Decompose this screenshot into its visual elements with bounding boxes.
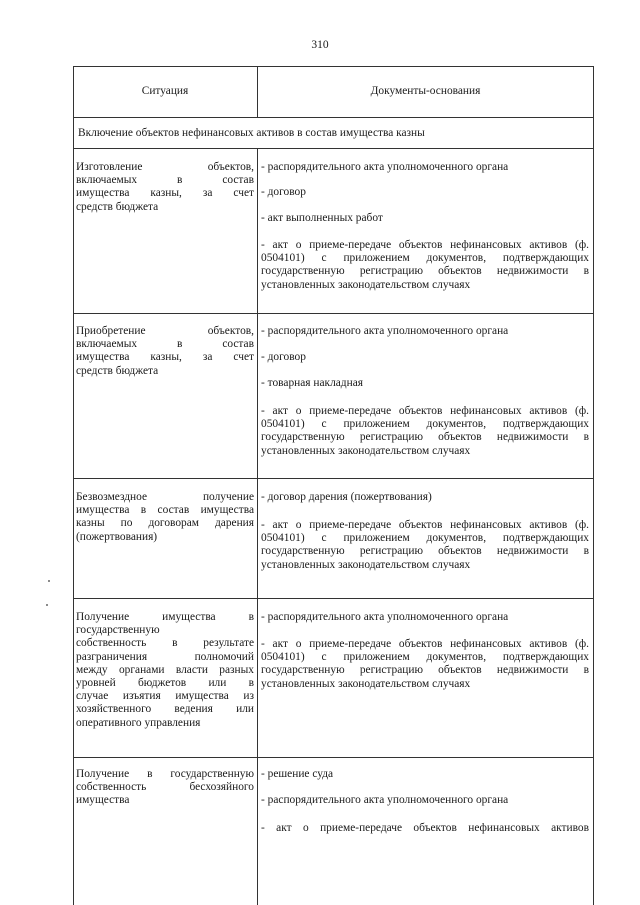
document-item: - распорядительного акта уполномоченного органа — [261, 611, 509, 623]
situation-text-line: между органами власти разных — [76, 663, 254, 676]
situation-cell — [76, 325, 254, 378]
situation-text-line: оперативного управления — [76, 716, 201, 729]
document-item: - акт о приеме-передаче объектов нефинансовых активов (ф. 0504101) с приложением документов, подтверждающих государственную регистрацию объектов недвижимости в установленных законодательством случаях — [261, 638, 589, 690]
document-item: - акт о приеме-передаче объектов нефинансовых активов (ф. 0504101) с приложением документов, подтверждающих государственную регистрацию объектов недвижимости в установленных законодательством случаях — [261, 519, 589, 571]
situation-text-line: хозяйственного ведения или — [76, 703, 254, 716]
situation-text-line: средств бюджета — [76, 200, 159, 213]
document-item: - акт выполненных работ — [261, 212, 383, 224]
situation-cell — [76, 161, 254, 214]
situation-text-line: государственную — [76, 624, 160, 637]
situations-table — [73, 66, 594, 905]
situation-text-line: Приобретение объектов, — [76, 325, 254, 337]
page-number: 310 — [311, 39, 329, 51]
situation-text-line: разграничения полномочий — [76, 650, 254, 663]
section-divider — [73, 148, 594, 149]
header-documents: Документы-основания — [370, 85, 481, 97]
row-divider — [73, 757, 594, 758]
situation-text-line: (пожертвования) — [76, 530, 158, 543]
header-divider — [73, 117, 594, 118]
situation-text-line: Получение имущества в — [76, 611, 254, 623]
situation-text-line: собственность в результате — [76, 637, 254, 650]
table-border-left — [73, 66, 74, 905]
row-divider — [73, 478, 594, 479]
document-item: - товарная накладная — [261, 377, 363, 389]
situation-text-line: средств бюджета — [76, 364, 159, 377]
situation-cell — [76, 768, 254, 808]
document-item: - акт о приеме-передаче объектов нефинансовых активов (ф. 0504101) с приложением документов, подтверждающих государственную регистрацию объектов недвижимости в установленных законодательством случаях — [261, 239, 589, 291]
document-item: - распорядительного акта уполномоченного органа — [261, 794, 509, 806]
document-item: - решение суда — [261, 768, 334, 780]
document-item: - акт о приеме-передаче объектов нефинансовых активов (ф. 0504101) с приложением документов, подтверждающих государственную регистрацию объектов недвижимости в установленных законодательством случаях — [261, 405, 589, 457]
scan-speck — [48, 580, 50, 582]
situation-text-line: собственность бесхозяйного — [76, 781, 254, 794]
situation-text-line: имущества в состав имущества — [76, 504, 254, 517]
document-item: - договор — [261, 351, 306, 363]
situation-text-line: Безвозмездное получение — [76, 491, 254, 503]
document-item: - распорядительного акта уполномоченного органа — [261, 161, 509, 173]
document-item: - акт о приеме-передаче объектов нефинансовых активов — [261, 822, 589, 834]
situation-text-line: включаемых в состав — [76, 174, 254, 187]
row-divider — [73, 598, 594, 599]
situation-text-line: включаемых в состав — [76, 338, 254, 351]
scan-speck — [46, 604, 48, 606]
situation-text-line: Получение в государственную — [76, 768, 254, 780]
table-border-top — [73, 66, 594, 67]
document-item: - распорядительного акта уполномоченного органа — [261, 325, 509, 337]
situation-text-line: Изготовление объектов, — [76, 161, 254, 173]
situation-text-line: имущества казны, за счет — [76, 187, 254, 200]
situation-text-line: имущества — [76, 794, 130, 807]
situation-cell — [76, 491, 254, 544]
row-divider — [73, 313, 594, 314]
document-item: - договор дарения (пожертвования) — [261, 491, 432, 503]
situation-cell — [76, 611, 254, 730]
section-title: Включение объектов нефинансовых активов в состав имущества казны — [78, 127, 425, 139]
situation-text-line: случае изъятия имущества из — [76, 690, 254, 703]
situation-text-line: уровней бюджетов или в — [76, 677, 254, 690]
header-situation: Ситуация — [141, 85, 189, 97]
document-item: - договор — [261, 186, 306, 198]
table-border-right — [593, 66, 594, 905]
situation-text-line: казны по договорам дарения — [76, 517, 254, 530]
column-divider — [257, 148, 258, 905]
situation-text-line: имущества казны, за счет — [76, 351, 254, 364]
